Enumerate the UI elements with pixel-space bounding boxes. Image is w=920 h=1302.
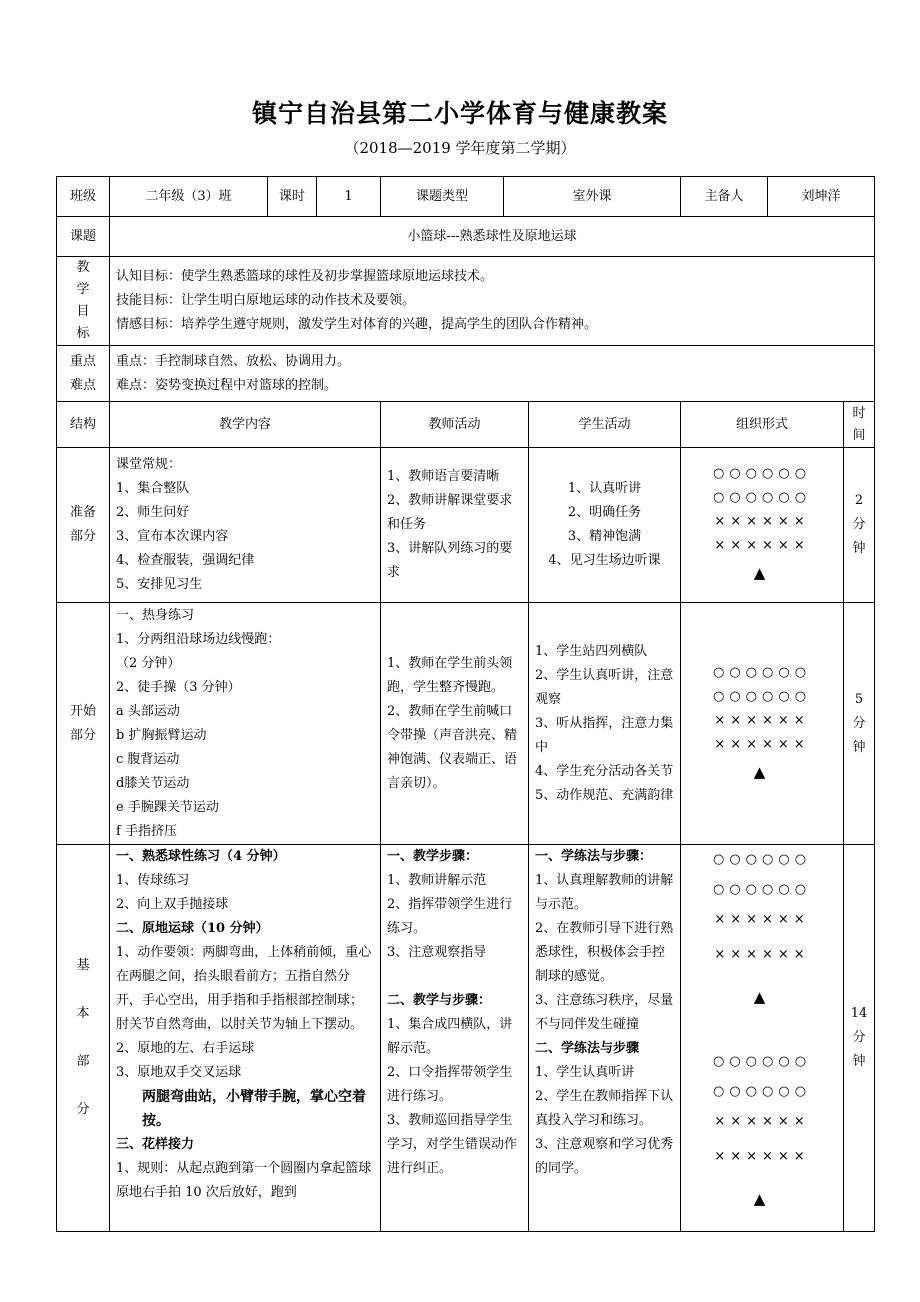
preparer-value: 刘坤洋 — [768, 177, 875, 217]
teacher-marker-icon: ▲ — [753, 988, 771, 1006]
start-label: 开始 部分 — [57, 603, 110, 845]
preparer-label: 主备人 — [681, 177, 768, 217]
col-structure: 结构 — [57, 402, 110, 448]
goal-line: 情感目标：培养学生遵守规则，激发学生对体育的兴趣，提高学生的团队合作精神。 — [116, 317, 598, 332]
col-organization: 组织形式 — [681, 402, 844, 448]
cross-row: ×××××× — [714, 947, 810, 962]
topic-value: 小篮球---熟悉球性及原地运球 — [110, 217, 875, 257]
circle-row: ○○○○○○ — [712, 852, 812, 867]
prep-teacher: 1、教师语言要清晰 2、教师讲解课堂要求和任务 3、讲解队列练习的要求 — [381, 448, 529, 603]
col-time: 时 间 — [844, 402, 875, 448]
start-content: 一、热身练习 1、分两组沿球场边线慢跑： （2 分钟） 2、徒手操（3 分钟） a 头部运动 b 扩胸振臂运动 c 腹背运动 d膝关节运动 e 手腕踝关节运动 f 手指挤压 — [110, 603, 381, 845]
keypoints-label: 重点 难点 — [57, 346, 110, 402]
keypoint-line: 难点：姿势变换过程中对篮球的控制。 — [116, 377, 338, 393]
circle-row: ○○○○○○ — [712, 466, 812, 481]
basic-student: 一、学练法与步骤： 1、认真理解教师的讲解与示范。 2、在教师引导下进行熟悉球性，积极体会手控制球的感觉。 3、注意练习秩序，尽量不与同伴发生碰撞 二、学练法与步骤 1、学生认真听讲 2、学生在教师指挥下认真投入学习和练习。 3、注意观察和学习优秀的同学。 — [529, 845, 681, 1232]
teacher-marker-icon: ▲ — [753, 564, 771, 582]
basic-content: 一、熟悉球性练习（4 分钟） 1、传球练习 2、向上双手抛接球 二、原地运球（10 分钟） 1、动作要领：两脚弯曲，上体稍前倾，重心在两腿之间，抬头眼看前方；五指自然分开，手心空出，用手指和手指根部控制球；肘关节自然弯曲，以肘关节为轴上下摆动。 2、原地的左、右手运球 3、原地双手交叉运球 两腿弯曲站，小臂带手腕，掌心空着按。 三、花样接力 1、规则：从起点跑到第一个圆圈内拿起篮球原地右手拍 10 次后放好，跑到 — [110, 845, 381, 1232]
cross-row: ×××××× — [714, 712, 810, 728]
prep-label: 准备 部分 — [57, 448, 110, 603]
cross-row: ×××××× — [714, 538, 810, 553]
start-student: 1、学生站四列横队 2、学生认真听讲，注意观察 3、听从指挥，注意力集中 4、学生充分活动各关节 5、动作规范、充满韵律 — [529, 603, 681, 845]
goals-row — [57, 257, 875, 346]
lesson-plan-table — [56, 176, 875, 1232]
document-title: 镇宁自治县第二小学体育与健康教案 — [251, 99, 668, 128]
goal-line: 技能目标：让学生明白原地运球的动作技术及要领。 — [116, 293, 416, 308]
col-content: 教学内容 — [110, 402, 381, 448]
cross-row: ×××××× — [714, 912, 810, 927]
type-label: 课题类型 — [381, 177, 504, 217]
circle-row: ○○○○○○ — [712, 1054, 812, 1069]
class-value: 二年级（3）班 — [110, 177, 268, 217]
goals-label: 教 学 目 标 — [57, 257, 110, 346]
cross-row: ×××××× — [714, 1149, 810, 1164]
type-value: 室外课 — [504, 177, 681, 217]
keypoints-content — [110, 346, 875, 402]
prep-student: 1、认真听讲 2、明确任务 3、精神饱满 4、见习生场边听课 — [529, 448, 681, 603]
basic-label: 基 本 部 分 — [57, 845, 110, 1232]
prep-section-row — [57, 448, 875, 603]
teacher-marker-icon: ▲ — [753, 762, 771, 781]
col-teacher: 教师活动 — [381, 402, 529, 448]
info-row — [57, 177, 875, 217]
period-value: 1 — [317, 177, 381, 217]
prep-time: 2 分 钟 — [844, 448, 875, 603]
class-label: 班级 — [57, 177, 110, 217]
cross-row: ×××××× — [714, 736, 810, 752]
goal-line: 认知目标：使学生熟悉篮球的球性及初步掌握篮球原地运球技术。 — [116, 269, 494, 284]
circle-row: ○○○○○○ — [712, 664, 812, 680]
basic-section-row — [57, 845, 875, 1232]
keypoint-line: 重点：手控制球自然、放松、协调用力。 — [116, 353, 351, 369]
topic-row — [57, 217, 875, 257]
start-formation — [681, 603, 844, 845]
circle-row: ○○○○○○ — [712, 882, 812, 897]
circle-row: ○○○○○○ — [712, 490, 812, 505]
document-subtitle: （2018—2019 学年度第二学期） — [344, 139, 576, 157]
period-label: 课时 — [268, 177, 317, 217]
basic-formation — [681, 845, 844, 1232]
start-section-row — [57, 603, 875, 845]
prep-content: 课堂常规： 1、集合整队 2、师生问好 3、宣布本次课内容 4、检查服装，强调纪律 5、安排见习生 — [110, 448, 381, 603]
column-header-row — [57, 402, 875, 448]
topic-label: 课题 — [57, 217, 110, 257]
goals-content — [110, 257, 875, 346]
start-teacher: 1、教师在学生前头领跑，学生整齐慢跑。 2、教师在学生前喊口令带操（声音洪亮、精神饱满、仪表端正、语言亲切）。 — [381, 603, 529, 845]
cross-row: ×××××× — [714, 514, 810, 529]
basic-teacher: 一、教学步骤： 1、教师讲解示范 2、指挥带领学生进行练习。 3、注意观察指导 二、教学与步骤： 1、集合成四横队，讲解示范。 2、口令指挥带领学生进行练习。 3、教师巡回指导学生学习，对学生错误动作进行纠正。 — [381, 845, 529, 1232]
circle-row: ○○○○○○ — [712, 1084, 812, 1099]
cross-row: ×××××× — [714, 1114, 810, 1129]
prep-formation — [681, 448, 844, 603]
teacher-marker-icon: ▲ — [753, 1190, 771, 1208]
circle-row: ○○○○○○ — [712, 688, 812, 704]
keypoints-row — [57, 346, 875, 402]
start-time: 5 分 钟 — [844, 603, 875, 845]
col-student: 学生活动 — [529, 402, 681, 448]
basic-time: 14 分 钟 — [844, 845, 875, 1232]
